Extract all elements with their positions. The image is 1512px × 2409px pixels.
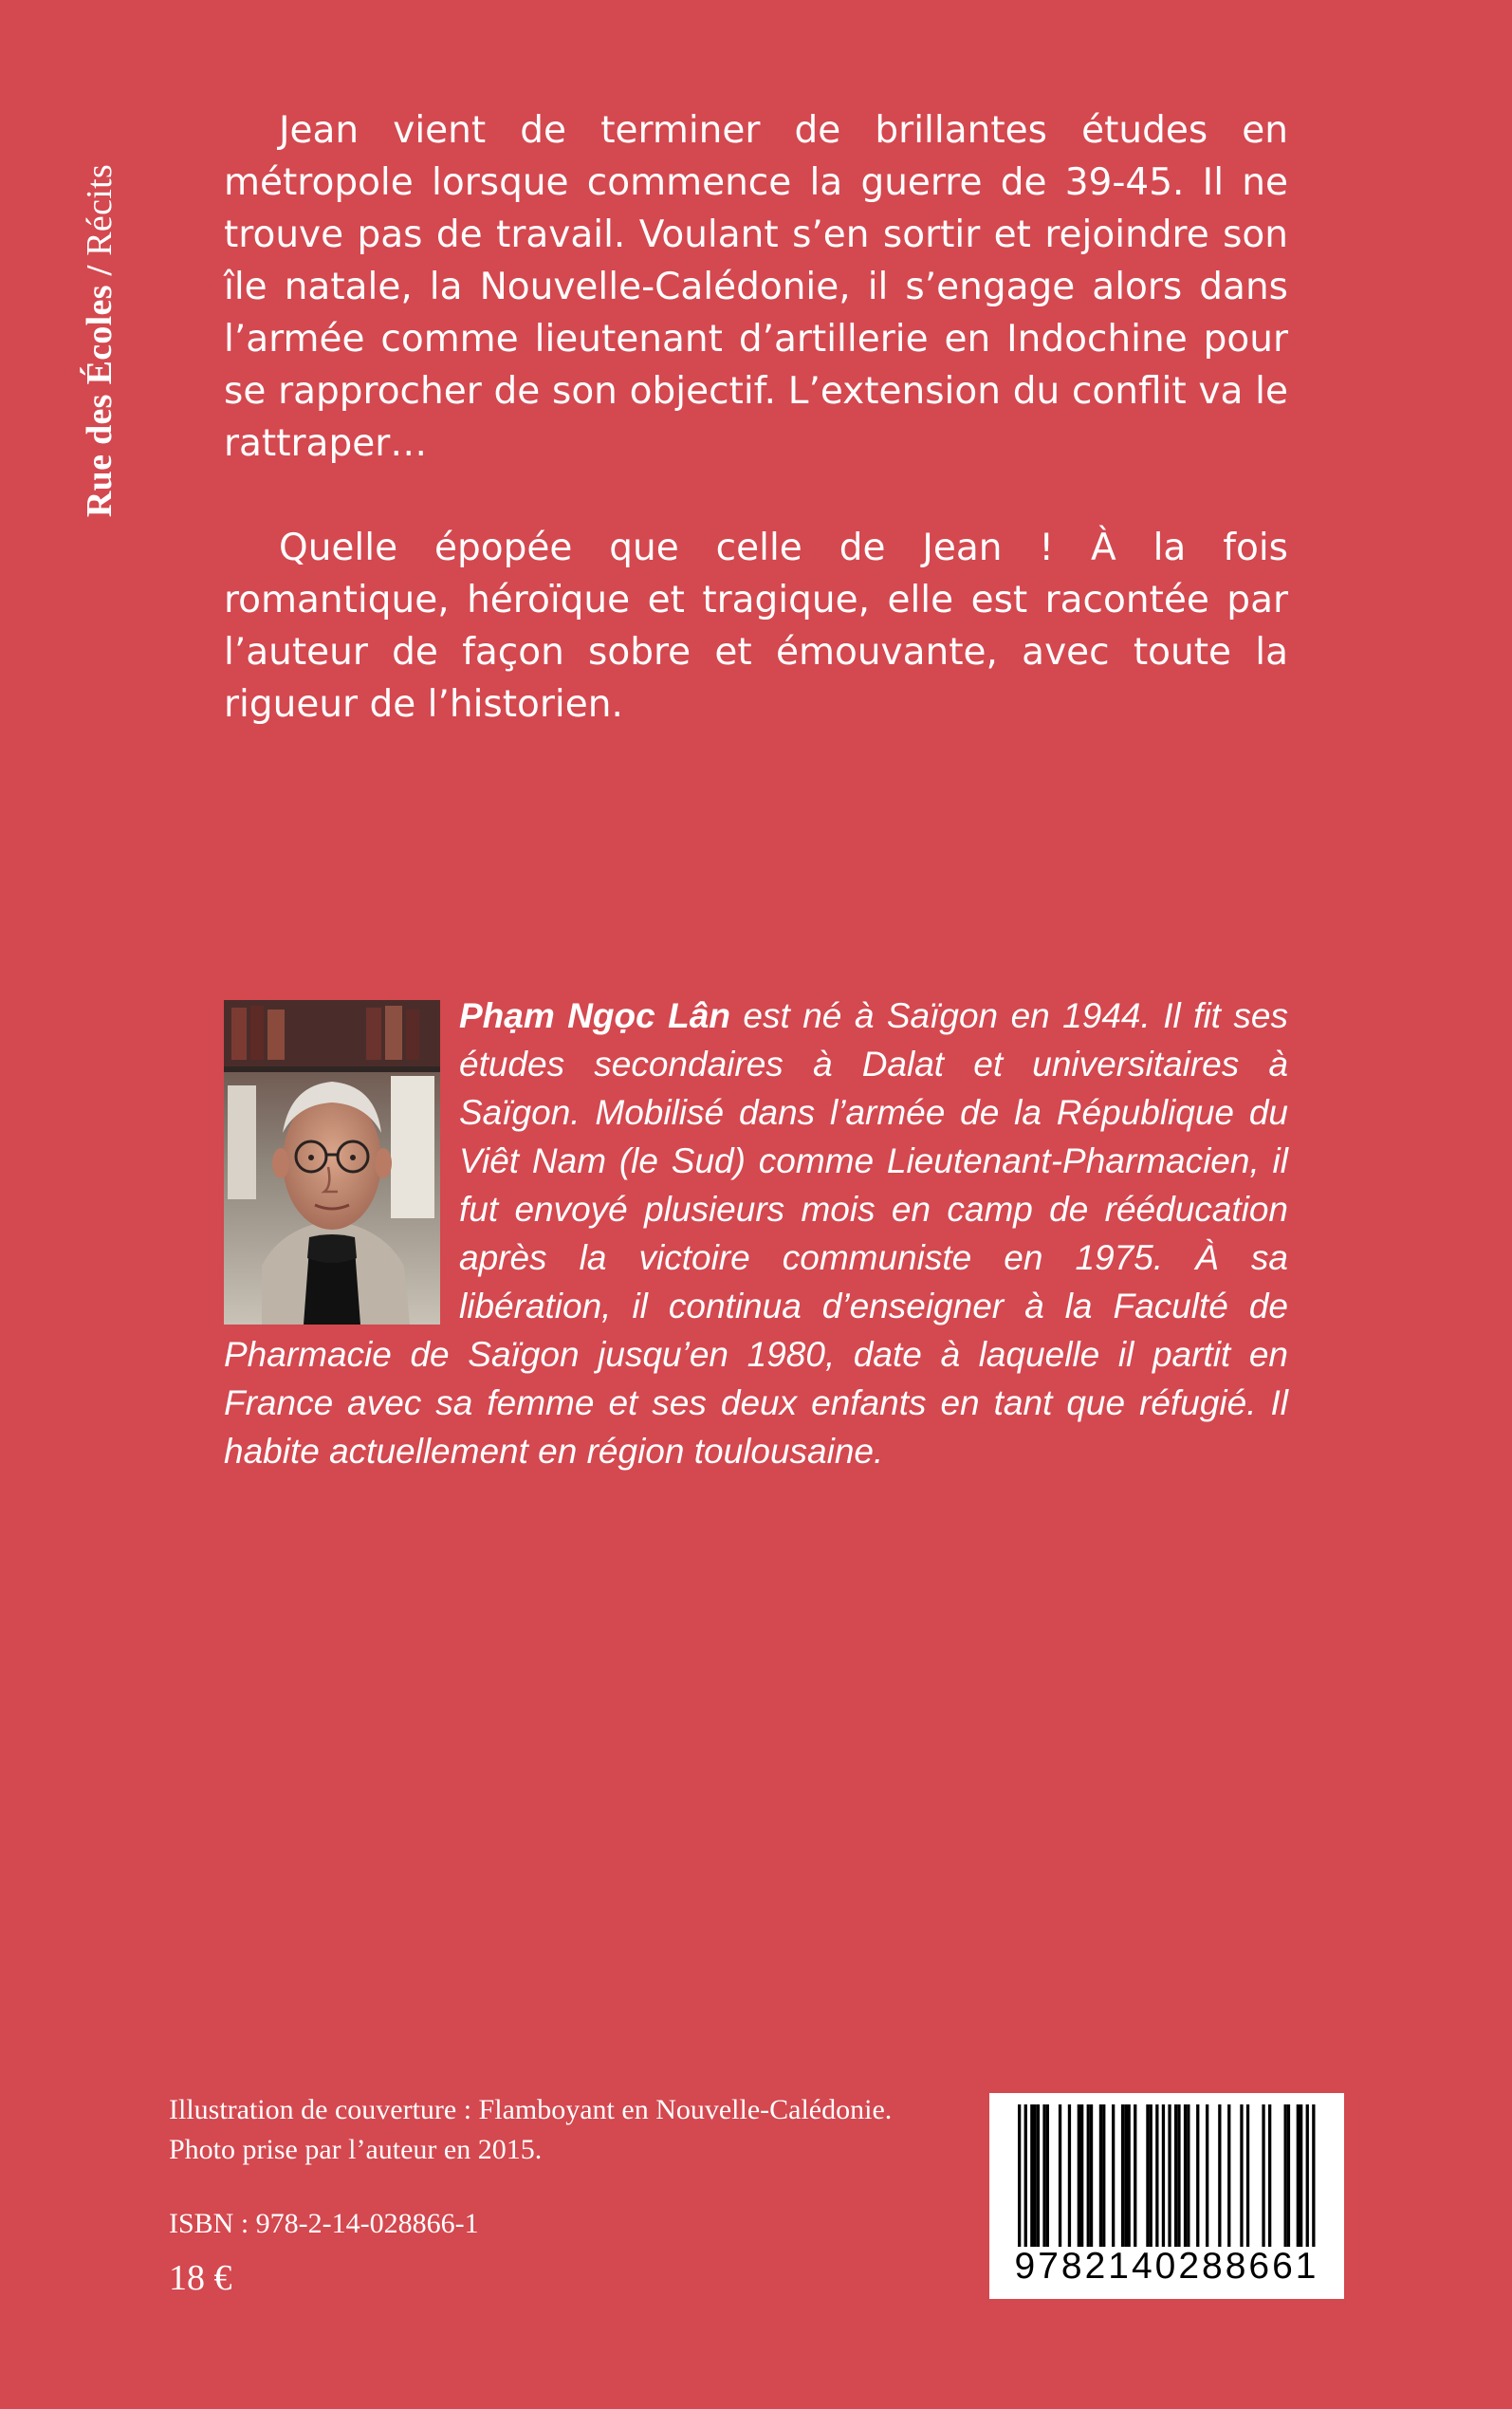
barcode-bar: [1284, 2104, 1287, 2247]
barcode-bar: [1080, 2104, 1083, 2247]
barcode-bar: [1206, 2104, 1208, 2247]
barcode-bar: [1246, 2104, 1249, 2247]
barcode-bar: [1102, 2104, 1105, 2247]
barcode-bar: [1112, 2104, 1115, 2247]
barcode-bar: [1059, 2104, 1061, 2247]
barcode-bar: [1034, 2104, 1037, 2247]
barcode-bar: [1146, 2104, 1149, 2247]
barcode-bar: [1306, 2104, 1309, 2247]
barcode-bar: [1042, 2104, 1045, 2247]
book-blurb: [224, 104, 1288, 731]
barcode-bar: [1174, 2104, 1177, 2247]
author-bio-text: est né à Saïgon en 1944. Il fit ses études secondaires à Dalat et universitaires à Saïgon. Mobilisé dans l’armée de la République du Viêt Nam (le Sud) comme Lieutenant-Pharmacien, il fut envoyé plusieurs mois en camp de rééducation après la victoire communiste en 1975. À sa libération, il continua d’enseigner à la Faculté de Pharmacie de Saïgon jusqu’en 1980, date à laquelle il partit en France avec sa femme et ses deux enfants en tant que réfugié. Il habite actuellement en région toulousaine.: [224, 996, 1288, 1471]
barcode-bar: [1134, 2104, 1136, 2247]
barcode-bar: [1090, 2104, 1093, 2247]
barcode-bar: [1046, 2104, 1049, 2247]
price: 18 €: [169, 2258, 232, 2298]
barcode-bar: [1184, 2104, 1187, 2247]
barcode-bar: [1155, 2104, 1158, 2247]
barcode-bar: [1168, 2104, 1171, 2247]
barcode-bar: [1150, 2104, 1152, 2247]
barcode-bar: [1196, 2104, 1199, 2247]
blurb-paragraph-1: Jean vient de terminer de brillantes études en métropole lorsque commence la guerre de 39-45. Il ne trouve pas de travail. Voulant s’en sortir et rejoindre son île natale, la Nouvelle-Calédonie, il s’engage alors dans l’armée comme lieutenant d’artillerie en Indochine pour se rapprocher de son objectif. L’extension du conflit va le rattraper…: [224, 109, 1288, 465]
barcode-bar: [1121, 2104, 1124, 2247]
barcode-bar: [1300, 2104, 1302, 2247]
barcode-bar: [1187, 2104, 1189, 2247]
spine-label: [76, 111, 123, 571]
barcode-bar: [1268, 2104, 1271, 2247]
subseries-name: Récits: [80, 163, 120, 256]
barcode-bar: [1030, 2104, 1033, 2247]
barcode-bar: [1177, 2104, 1180, 2247]
author-bio: [224, 991, 1288, 1475]
barcode-bar: [1024, 2104, 1027, 2247]
barcode-bar: [1240, 2104, 1243, 2247]
series-separator: /: [80, 255, 120, 286]
series-title: [79, 164, 120, 517]
barcode-bar: [1068, 2104, 1071, 2247]
barcode-bar: [1162, 2104, 1165, 2247]
barcode-number: 9782140288661: [1014, 2246, 1319, 2287]
barcode-bar: [1227, 2104, 1230, 2247]
cover-credit-line-2: Photo prise par l’auteur en 2015.: [169, 2134, 543, 2165]
barcode-bar: [1099, 2104, 1102, 2247]
cover-credit-line-1: Illustration de couverture : Flamboyant en Nouvelle-Calédonie.: [169, 2094, 893, 2125]
barcode-bar: [1124, 2104, 1127, 2247]
cover-credit: [169, 2090, 892, 2170]
blurb-paragraph-2: Quelle épopée que celle de Jean ! À la fois romantique, héroïque et tragique, elle est racontée par l’auteur de façon sobre et émouvante, avec toute la rigueur de l’historien.: [224, 527, 1288, 726]
barcode-bar: [1287, 2104, 1290, 2247]
barcode-bar: [1297, 2104, 1300, 2247]
barcode: [989, 2093, 1344, 2299]
barcode-bar: [1312, 2104, 1315, 2247]
author-photo: [224, 1000, 440, 1325]
barcode-bar: [1037, 2104, 1040, 2247]
barcode-bar: [1128, 2104, 1131, 2247]
series-name: Rue des Écoles: [80, 285, 120, 518]
barcode-bar: [1218, 2104, 1221, 2247]
barcode-bar: [1078, 2104, 1080, 2247]
author-name: Phạm Ngọc Lân: [459, 996, 730, 1035]
isbn: ISBN : 978-2-14-028866-1: [169, 2208, 479, 2239]
barcode-bar: [1018, 2104, 1021, 2247]
barcode-bar: [1087, 2104, 1090, 2247]
barcode-bar: [1262, 2104, 1264, 2247]
